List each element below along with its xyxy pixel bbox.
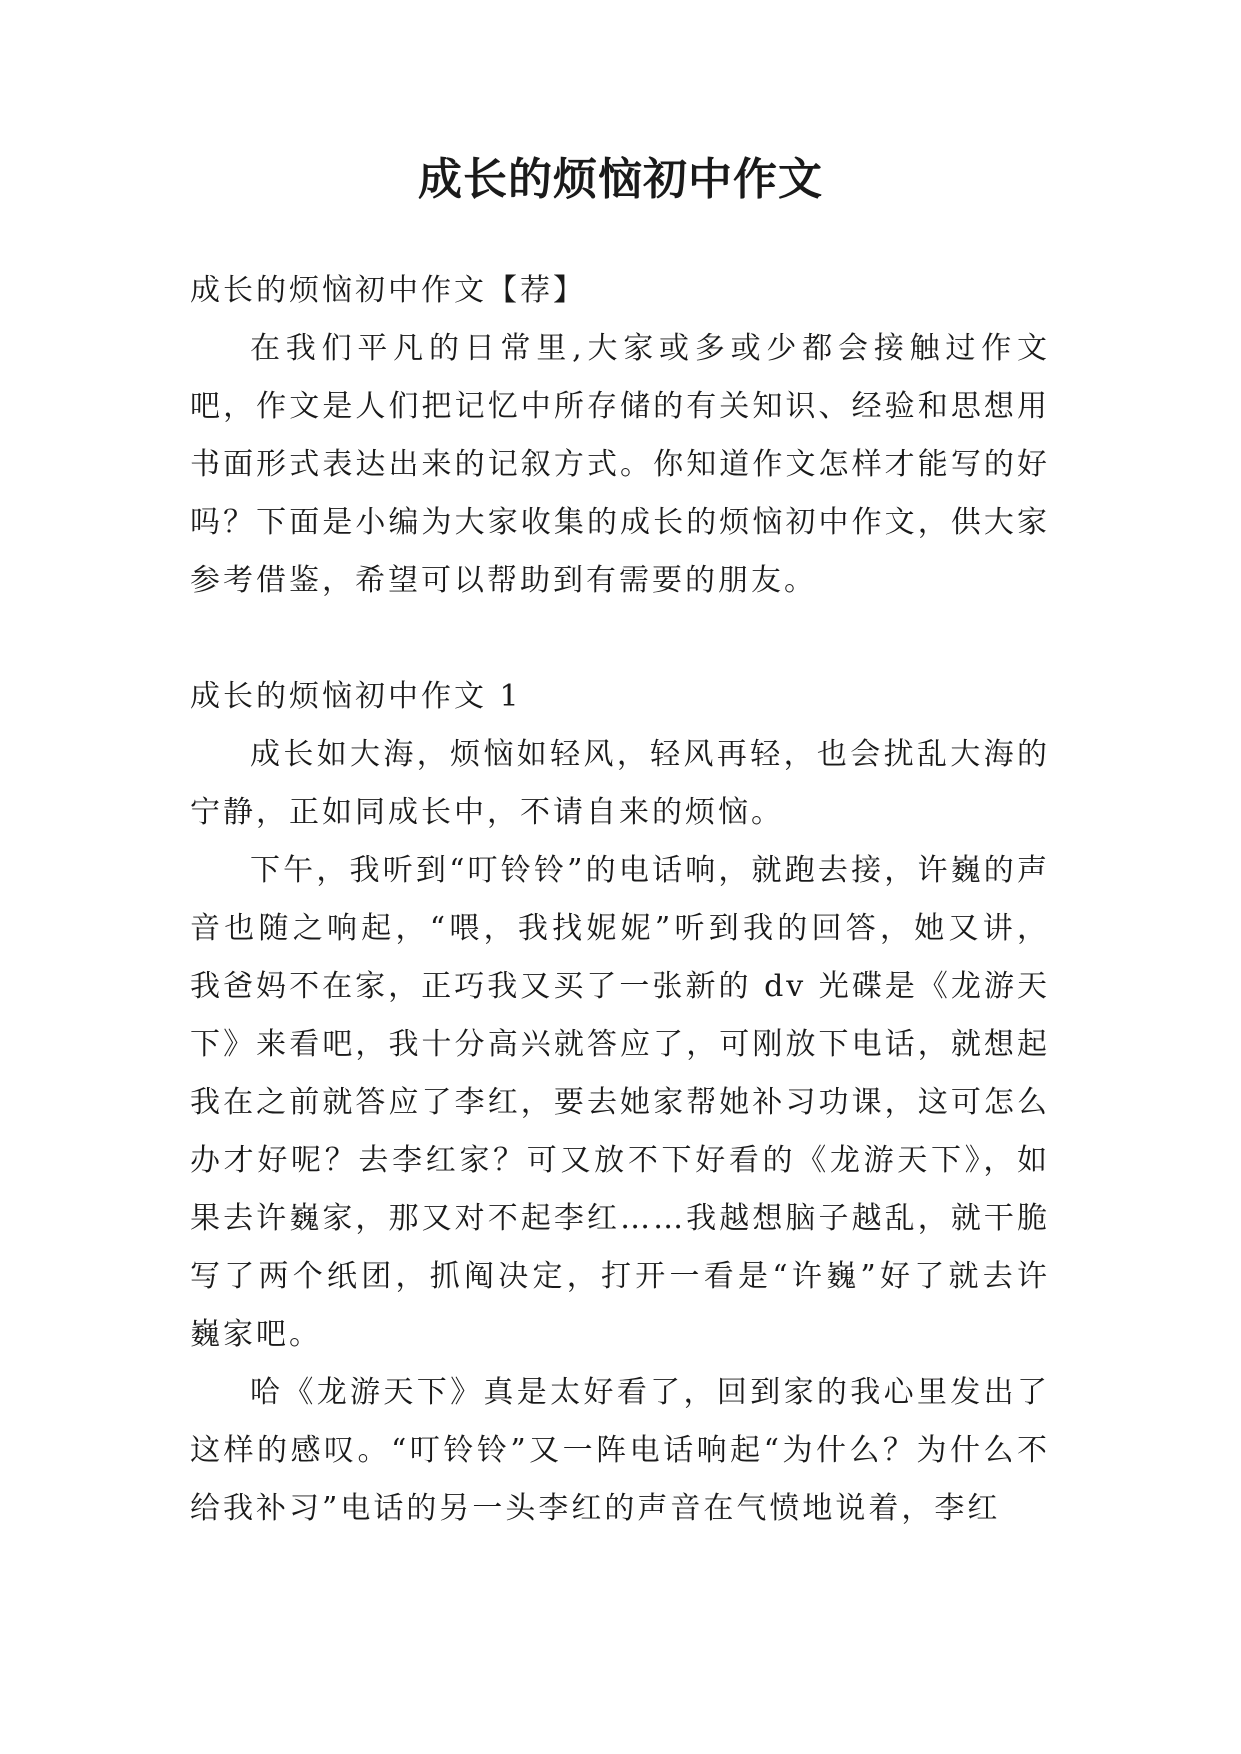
section-heading: 成长的烦恼初中作文 1 <box>190 679 522 714</box>
document-title: 成长的烦恼初中作文 <box>418 154 823 205</box>
body-paragraph: 成长如大海，烦恼如轻风，轻风再轻，也会扰乱大海的宁静，正如同成长中，不请自来的烦恼。 <box>190 737 1050 830</box>
intro-paragraph: 在我们平凡的日常里,大家或多或少都会接触过作文吧，作文是人们把记忆中所存储的有关知识、经验和思想用书面形式表达出来的记叙方式。你知道作文怎样才能写的好吗？下面是小编为大家收集的成长的烦恼初中作文，供大家参考借鉴，希望可以帮助到有需要的朋友。 <box>190 331 1050 598</box>
section-spacer <box>190 610 1050 668</box>
body-paragraph: 下午，我听到“叮铃铃”的电话响，就跑去接，许巍的声音也随之响起，“喂，我找妮妮”听到我的回答，她又讲，我爸妈不在家，正巧我又买了一张新的 dv 光碟是《龙游天下》来看吧，我十分高兴就答应了，可刚放下电话，就想起我在之前就答应了李红，要去她家帮她补习功课，这可怎么办才好呢？去李红家？可又放不下好看的《龙游天下》，如果去许巍家，那又对不起李红……我越想脑子越乱，就干脆写了两个纸团，抓阄决定，打开一看是“许巍”好了就去许巍家吧。 <box>190 853 1050 1352</box>
body-paragraph: 哈《龙游天下》真是太好看了，回到家的我心里发出了这样的感叹。“叮铃铃”又一阵电话响起“为什么？为什么不给我补习”电话的另一头李红的声音在气愤地说着，李红 <box>190 1375 1050 1526</box>
document-body <box>190 262 1050 1538</box>
document-subtitle: 成长的烦恼初中作文【荐】 <box>190 273 586 308</box>
